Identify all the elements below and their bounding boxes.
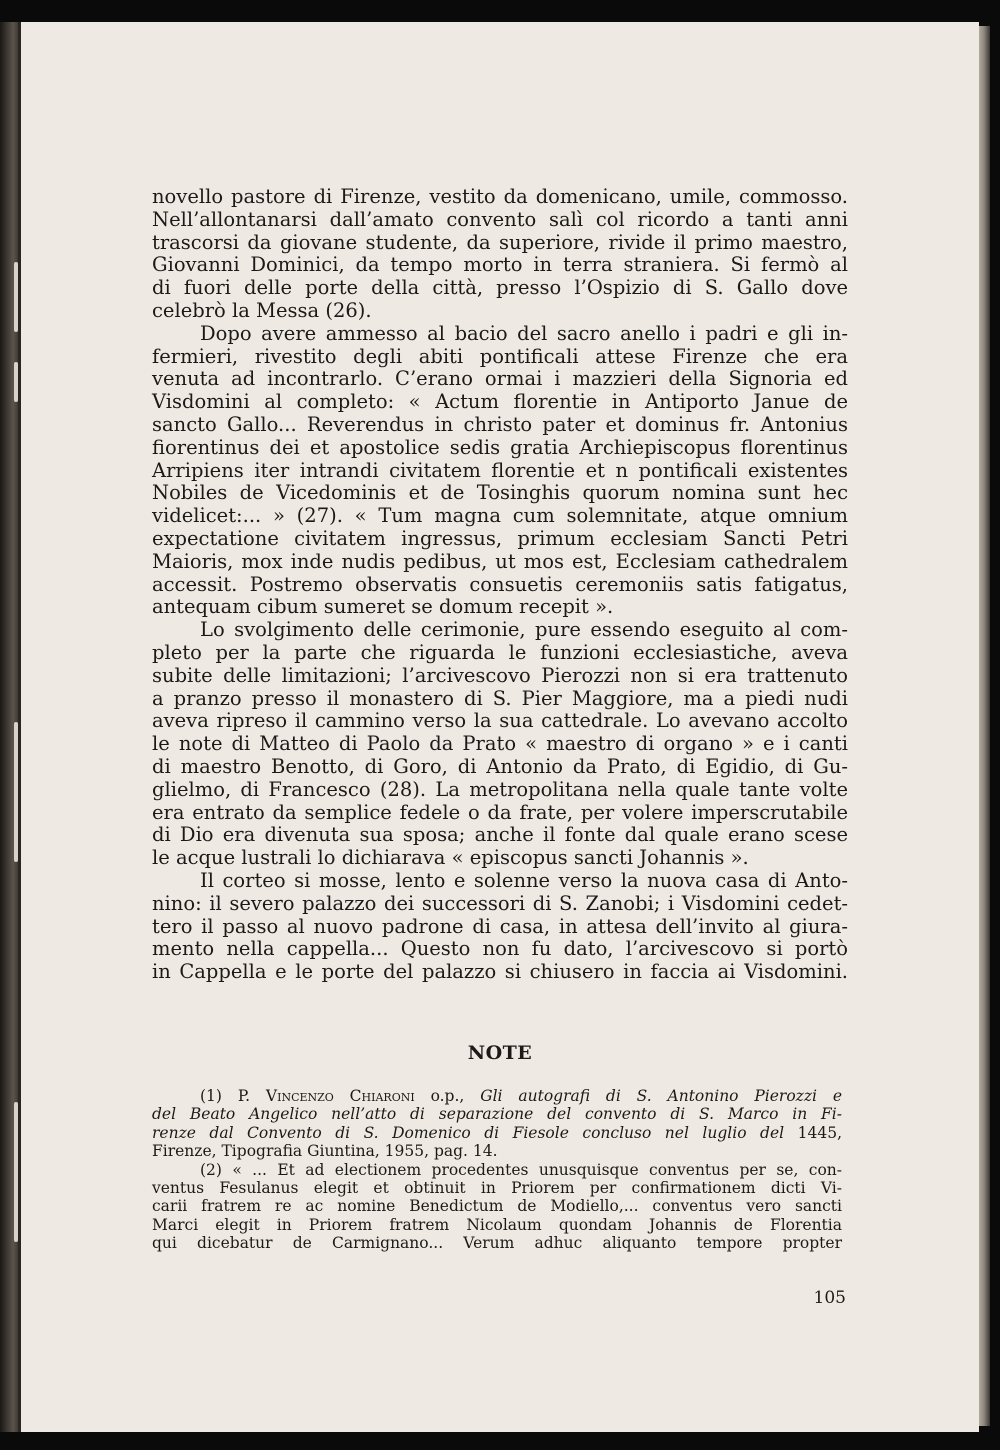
text-line <box>152 1087 842 1105</box>
text-line: trascorsi da giovane studente, da superiore, rivide il primo maestro, <box>152 230 848 254</box>
footnote-author: Vincenzo Chiaroni <box>265 1087 415 1105</box>
paragraph-4 <box>152 870 848 984</box>
text-line: a pranzo presso il monastero di S. Pier Maggiore, ma a piedi nudi <box>152 686 848 710</box>
text-line: subite delle limitazioni; l’arcivescovo Pierozzi non si era trattenuto <box>152 663 848 687</box>
text-line: in Cappella e le porte del palazzo si chiusero in faccia ai Visdomini. <box>152 960 848 984</box>
text-line: celebrò la Messa (26). <box>152 298 372 322</box>
text-line: Visdomini al completo: « Actum florentie in Antiporto Janue de <box>152 390 848 414</box>
text-line: Maioris, mox inde nudis pedibus, ut mos est, Ecclesiam cathedralem <box>152 549 848 573</box>
footnote-title: Gli autografi di S. Antonino Pierozzi e <box>480 1087 842 1105</box>
text-line: aveva ripreso il cammino verso la sua cattedrale. Lo avevano accolto <box>152 709 848 733</box>
text-line: tero il passo al nuovo padrone di casa, in attesa dell’invito al giura- <box>152 914 848 938</box>
text-line: qui dicebatur de Carmignano... Verum adhuc aliquanto tempore propter <box>152 1234 842 1253</box>
text-line: era entrato da semplice fedele o da frate, per volere imperscrutabile <box>152 800 848 824</box>
text-line: glielmo, di Francesco (28). La metropolitana nella quale tante volte <box>152 777 848 801</box>
text-line: Dopo avere ammesso al bacio del sacro anello i padri e gli in- <box>200 321 848 345</box>
text-line: carii fratrem re ac nomine Benedictum de Modiello,... conventus vero sancti <box>152 1197 842 1216</box>
text-line: Arripiens iter intrandi civitatem florentie et n pontificali existentes <box>152 458 848 482</box>
text-line: videlicet:... » (27). « Tum magna cum solemnitate, atque omnium <box>152 504 848 528</box>
footnote-text: o.p., <box>414 1087 481 1105</box>
text-line: Firenze, Tipografia Giuntina, 1955, pag. 14. <box>152 1142 498 1161</box>
text-line: fermieri, rivestito degli abiti pontificali attese Firenze che era <box>152 344 848 368</box>
footnote-text: 1445, <box>784 1123 842 1142</box>
text-line: Nell’allontanarsi dall’amato convento salì col ricordo a tanti anni <box>152 207 848 231</box>
text-line: venuta ad incontrarlo. C’erano ormai i mazzieri della Signoria ed <box>152 367 848 391</box>
notes-heading: NOTE <box>467 1042 533 1064</box>
text-line: Lo svolgimento delle cerimonie, pure essendo eseguito al com- <box>200 618 848 642</box>
text-line: fiorentinus dei et apostolice sedis gratia Archiepiscopus florentinus <box>152 435 848 459</box>
text-line: novello pastore di Firenze, vestito da domenicano, umile, commosso. <box>152 185 848 208</box>
text-line: expectatione civitatem ingressus, primum ecclesiam Sancti Petri <box>152 526 848 550</box>
text-line: le note di Matteo di Paolo da Prato « maestro di organo » e i canti <box>152 732 848 756</box>
footnote-title: renze dal Convento di S. Domenico di Fiesole concluso nel luglio del <box>152 1123 785 1142</box>
page-number: 105 <box>813 1288 846 1308</box>
text-line: del Beato Angelico nell’atto di separazione del convento di S. Marco in Fi- <box>152 1105 842 1124</box>
body-text <box>152 186 848 984</box>
text-line: di maestro Benotto, di Goro, di Antonio da Prato, di Egidio, di Gu- <box>152 754 848 778</box>
text-line: le acque lustrali lo dichiarava « episcopus sancti Johannis ». <box>152 846 749 870</box>
text-line: (2) « ... Et ad electionem procedentes unusquisque conventus per se, con- <box>200 1160 842 1179</box>
text-line <box>152 1124 842 1142</box>
text-line: sancto Gallo... Reverendus in christo pater et dominus fr. Antonius <box>152 412 848 436</box>
text-line: accessit. Postremo observatis consuetis ceremoniis satis fatigatus, <box>152 572 848 596</box>
paragraph-3 <box>152 619 848 870</box>
footnote-2 <box>152 1161 842 1253</box>
text-line: ventus Fesulanus elegit et obtinuit in Priorem per confirmationem dicti Vi- <box>152 1178 842 1197</box>
text-line: di fuori delle porte della città, presso l’Ospizio di S. Gallo dove <box>152 276 848 300</box>
text-line: di Dio era divenuta sua sposa; anche il fonte dal quale erano scese <box>152 823 848 847</box>
footnotes <box>152 1087 842 1253</box>
text-line: Giovanni Dominici, da tempo morto in terra straniera. Si fermò al <box>152 253 848 277</box>
text-line: Marci elegit in Priorem fratrem Nicolaum quondam Johannis de Florentia <box>152 1215 842 1234</box>
text-line: pleto per la parte che riguarda le funzioni ecclesiastiche, aveva <box>152 640 848 664</box>
text-line: nino: il severo palazzo dei successori di S. Zanobi; i Visdomini cedet- <box>152 891 848 915</box>
footnote-number: (1) P. <box>200 1087 251 1105</box>
text-line: Il corteo si mosse, lento e solenne verso la nuova casa di Anto- <box>200 868 848 892</box>
footnote-1 <box>152 1087 842 1161</box>
text-line: Nobiles de Vicedominis et de Tosinghis quorum nomina sunt hec <box>152 481 848 505</box>
paragraph-1 <box>152 186 848 323</box>
text-line: mento nella cappella... Questo non fu dato, l’arcivescovo si portò <box>152 937 848 961</box>
paragraph-2 <box>152 323 848 619</box>
text-line: antequam cibum sumeret se domum recepit ». <box>152 595 614 619</box>
